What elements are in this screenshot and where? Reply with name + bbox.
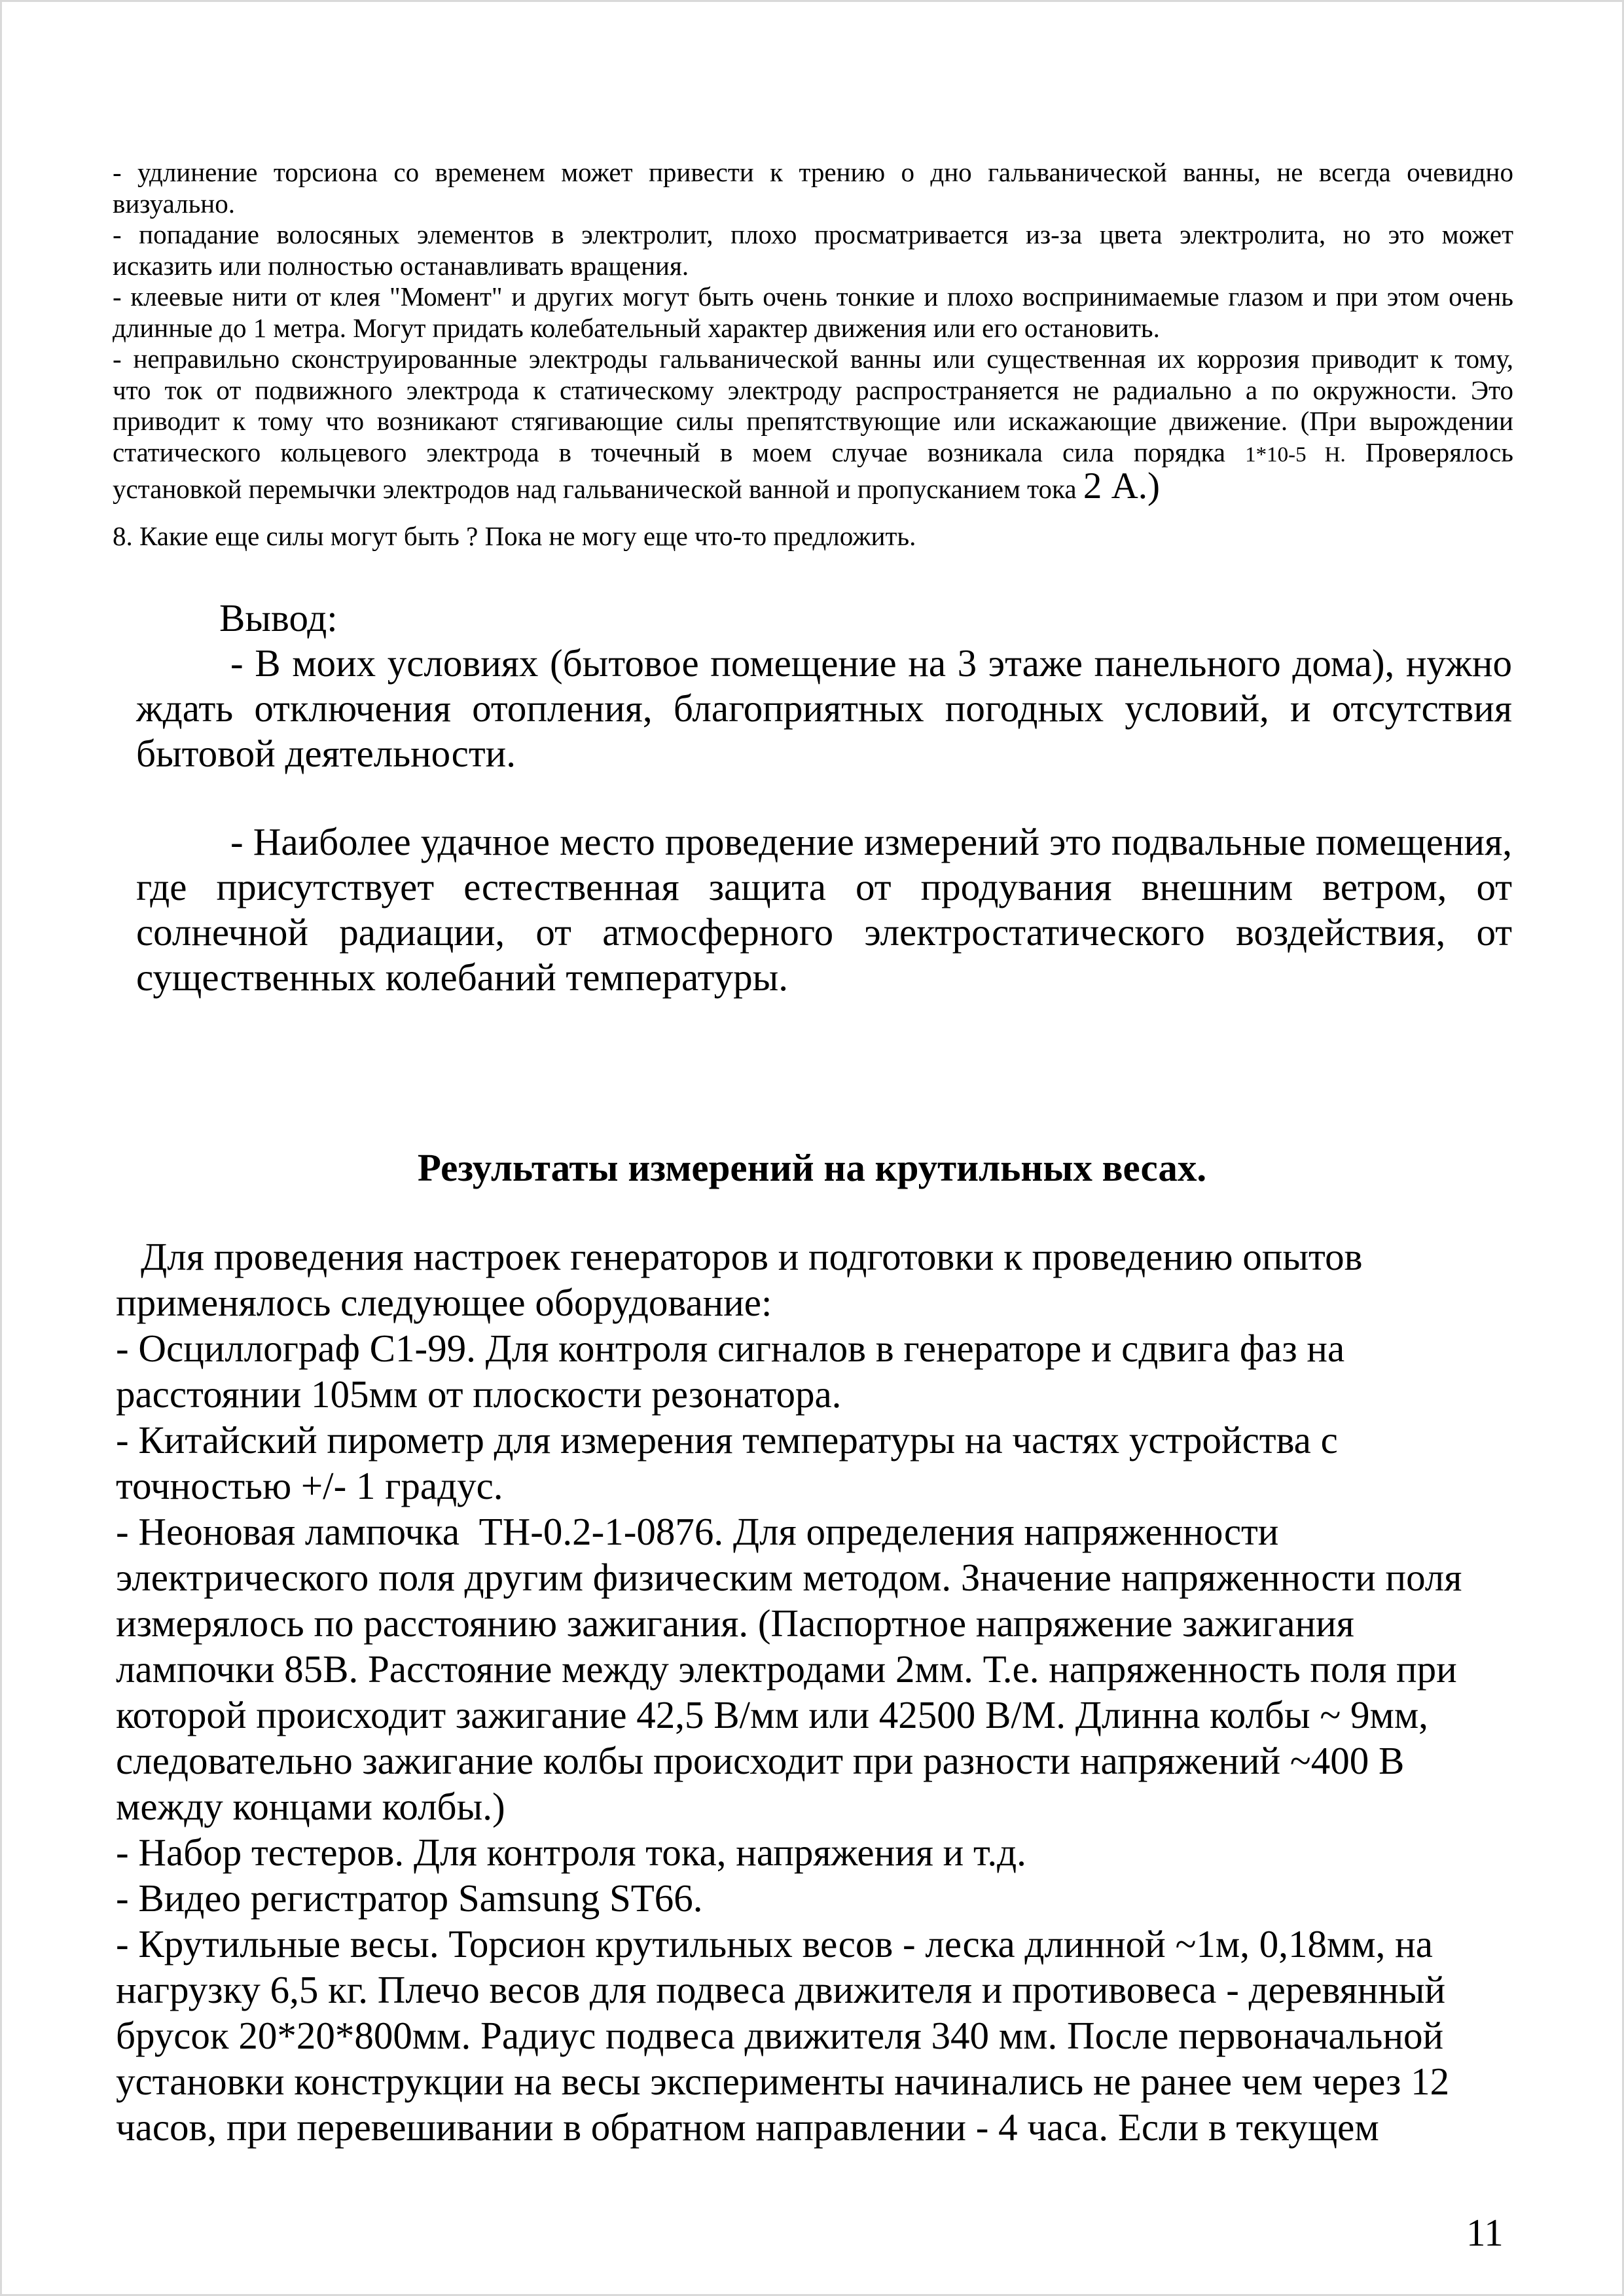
text-run: 1*10-5 Н. — [1245, 442, 1346, 467]
text-line — [116, 1463, 1556, 1509]
equipment-list-paragraph — [116, 1234, 1556, 2150]
text-line — [116, 1325, 1556, 1371]
text-line — [116, 1967, 1556, 2013]
text-line — [116, 2058, 1556, 2104]
text-run: которой происходит зажигание 42,5 В/мм или 42500 В/М. Длинна колбы ~ 9мм, — [116, 1693, 1428, 1736]
text-run: длинные до 1 метра. Могут придать колебательный характер движения или его остановить. — [113, 312, 1160, 343]
text-run: бытовой деятельности. — [136, 732, 516, 775]
text-run: - Наиболее удачное место проведение измерений это подвальные помещения, — [230, 820, 1512, 863]
text-line — [116, 1784, 1556, 1829]
text-run: лампочки 85В. Расстояние между электродами 2мм. Т.е. напряженность поля при — [116, 1647, 1457, 1691]
text-line — [113, 251, 1513, 282]
text-run: статического кольцевого электрода в точечный в моем случае возникала сила порядка — [113, 437, 1246, 467]
text-run: - попадание волосяных элементов в электролит, плохо просматривается из-за цвета электролита, но это может — [113, 219, 1513, 249]
text-line — [116, 1921, 1556, 1967]
text-run: - Набор тестеров. Для контроля тока, напряжения и т.д. — [116, 1831, 1026, 1874]
text-run: установки конструкции на весы эксперименты начинались не ранее чем через 12 — [116, 2060, 1450, 2103]
text-line — [113, 437, 1513, 471]
text-line: 8. Какие еще силы могут быть ? Пока не могу еще что-то предложить. — [113, 521, 916, 551]
text-run: нагрузку 6,5 кг. Плечо весов для подвеса движителя и противовеса - деревянный — [116, 1968, 1446, 2011]
text-run: расстоянии 105мм от плоскости резонатора. — [116, 1372, 842, 1416]
text-line — [116, 1554, 1556, 1600]
text-run: визуально. — [113, 188, 236, 219]
text-run: 2 А.) — [1083, 465, 1160, 507]
text-run: - Китайский пирометр для измерения температуры на частях устройства с — [116, 1418, 1338, 1462]
text-run: брусок 20*20*800мм. Радиус подвеса движителя 340 мм. После первоначальной — [116, 2014, 1444, 2057]
text-run: между концами колбы.) — [116, 1785, 505, 1828]
text-line — [116, 1234, 1556, 1280]
text-run: электрического поля другим физическим методом. Значение напряженности поля — [116, 1556, 1462, 1599]
text-run: - Крутильные весы. Торсион крутильных весов - леска длинной ~1м, 0,18мм, на — [116, 1922, 1433, 1965]
text-line — [116, 1875, 1556, 1921]
text-run: Для проведения настроек генераторов и подготовки к проведению опытов — [141, 1235, 1363, 1278]
section-heading: Результаты измерений на крутильных весах. — [417, 1146, 1207, 1189]
text-line — [113, 219, 1513, 251]
text-line — [116, 1600, 1556, 1646]
text-line — [113, 465, 1513, 507]
text-line — [116, 1280, 1556, 1325]
text-run: измерялось по расстоянию зажигания. (Паспортное напряжение зажигания — [116, 1602, 1354, 1645]
text-line — [116, 1646, 1556, 1692]
text-run: точностью +/- 1 градус. — [116, 1464, 503, 1507]
defect-notes-paragraph — [113, 157, 1513, 505]
text-run: Проверялось — [1345, 437, 1513, 467]
text-line — [136, 910, 1512, 955]
text-line — [136, 865, 1512, 910]
text-line — [116, 2104, 1556, 2150]
text-line — [113, 375, 1513, 406]
text-line — [113, 344, 1513, 375]
text-line — [113, 406, 1513, 437]
text-line — [136, 819, 1512, 865]
conclusion-heading: Вывод: — [219, 596, 338, 639]
text-run: - В моих условиях (бытовое помещение на 3 этаже панельного дома), нужно — [230, 641, 1512, 685]
text-run: - Неоновая лампочка ТН-0.2-1-0876. Для определения напряженности — [116, 1510, 1279, 1553]
text-run: - неправильно сконструированные электроды гальванической ванны или существенная их коррозия приводит к тому, — [113, 344, 1513, 374]
question-line — [113, 521, 1513, 552]
conclusion-paragraph — [136, 641, 1512, 776]
text-line — [113, 157, 1513, 188]
text-line — [116, 1509, 1556, 1554]
page-number: 11 — [1466, 2211, 1504, 2254]
text-line — [116, 1829, 1556, 1875]
text-line — [113, 188, 1513, 220]
text-run: - удлинение торсиона со временем может привести к трению о дно гальванической ванны, не всегда очевидно — [113, 157, 1513, 187]
text-run: следовательно зажигание колбы происходит при разности напряжений ~400 В — [116, 1739, 1405, 1782]
text-run: - клеевые нити от клея "Момент" и других могут быть очень тонкие и плохо воспринимаемые глазом и при этом очень — [113, 281, 1513, 312]
text-line — [116, 1692, 1556, 1738]
text-run: исказить или полностью останавливать вращения. — [113, 250, 689, 281]
text-line — [136, 955, 1512, 1000]
text-run: - Осциллограф С1-99. Для контроля сигналов в генераторе и сдвига фаз на — [116, 1327, 1345, 1370]
text-line — [116, 1417, 1556, 1463]
text-run: что ток от подвижного электрода к статическому электроду распространяется не радиально а по окружности. Это — [113, 374, 1513, 405]
text-run: ждать отключения отопления, благоприятных погодных условий, и отсутствия — [136, 687, 1512, 730]
text-run: установкой перемычки электродов над гальванической ванной и пропусканием тока — [113, 474, 1083, 504]
text-run: часов, при перевешивании в обратном направлении - 4 часа. Если в текущем — [116, 2106, 1379, 2149]
text-run: - Видео регистратор Samsung ST66. — [116, 1876, 703, 1920]
text-run: применялось следующее оборудование: — [116, 1281, 772, 1324]
text-line — [113, 313, 1513, 344]
conclusion-section — [136, 596, 1512, 1000]
text-line — [136, 731, 1512, 776]
text-run: солнечной радиации, от атмосферного электростатического воздействия, от — [136, 910, 1512, 954]
text-run: существенных колебаний температуры. — [136, 956, 789, 999]
text-line — [116, 1371, 1556, 1417]
text-line — [136, 641, 1512, 686]
text-line — [116, 1738, 1556, 1784]
text-line — [113, 281, 1513, 313]
conclusion-paragraph — [136, 819, 1512, 1000]
text-line — [116, 2013, 1556, 2058]
text-line — [136, 686, 1512, 731]
text-run: где присутствует естественная защита от продувания внешним ветром, от — [136, 865, 1512, 908]
text-run: приводит к тому что возникают стягивающие силы препятствующие или искажающие движение. (При вырождении — [113, 406, 1513, 436]
